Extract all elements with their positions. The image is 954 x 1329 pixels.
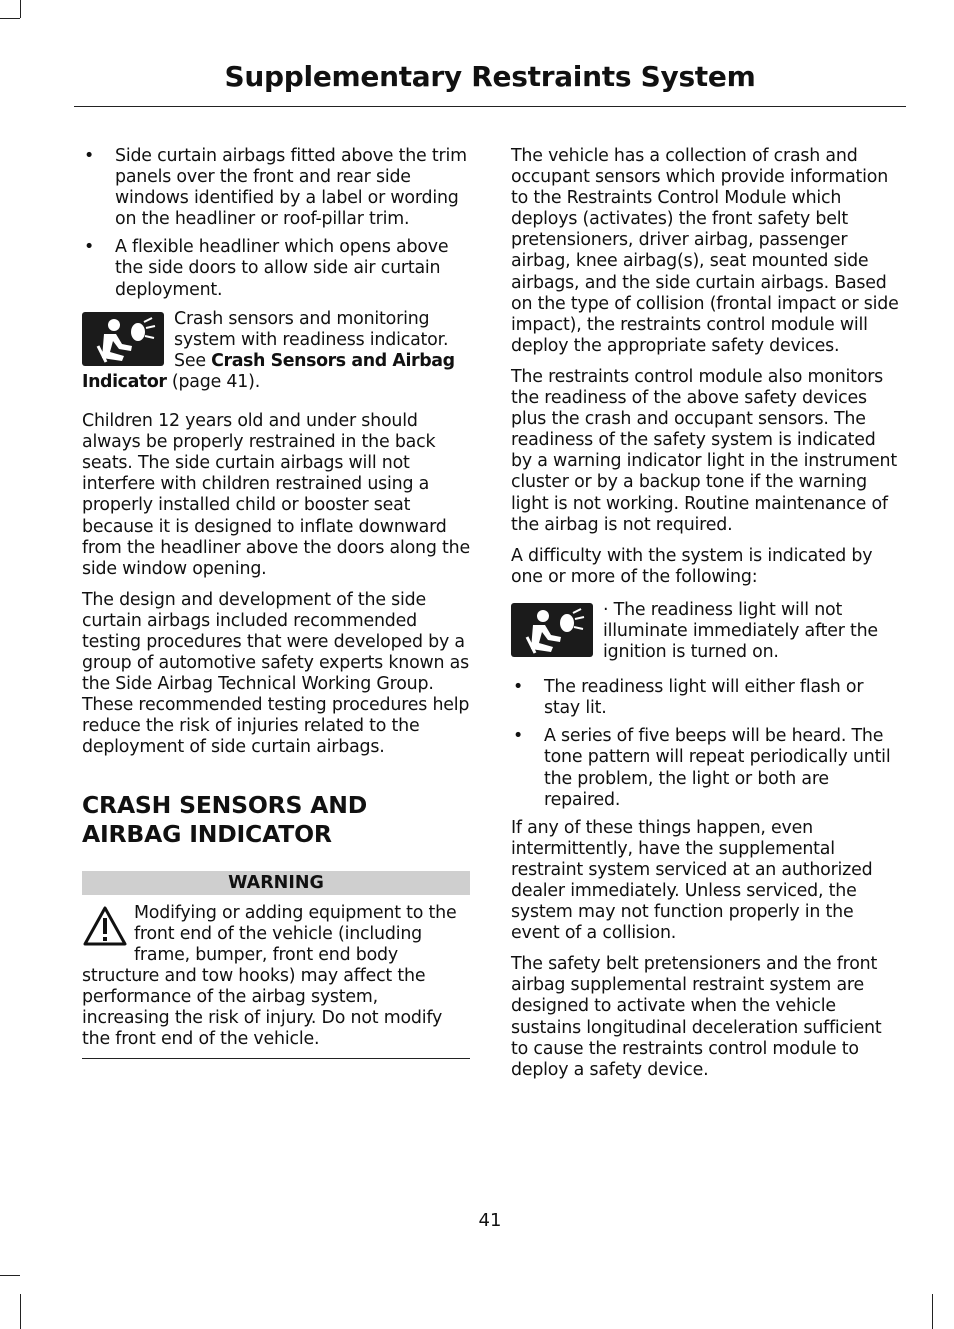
list-item (82, 146, 470, 230)
right-column (511, 146, 901, 1091)
list-item (82, 237, 470, 300)
list-item (511, 726, 901, 810)
list-item (511, 677, 901, 719)
crop-mark (20, 1294, 21, 1329)
page-number: 41 (478, 1210, 502, 1231)
list-item-text: A flexible headliner which opens above the side doors to allow side air curtain deployment. (115, 237, 449, 300)
warning-label: WARNING (82, 871, 470, 895)
warning-text: Modifying or adding equipment to the front end of the vehicle (including frame, bumper, front end body structure and tow hooks) may affect the performance of the airbag system, increasing the risk of injury. Do not modify the front end of the vehicle. (82, 902, 457, 1050)
readiness-light-note (511, 600, 901, 663)
crop-mark (932, 1294, 933, 1329)
note-text: · The readiness light will not illuminate immediately after the ignition is turned on. (603, 599, 878, 663)
bullet-mark: • (513, 726, 524, 747)
bullet-mark: • (84, 146, 95, 166)
note-page-ref: (page 41). (166, 371, 261, 392)
note-text: Crash sensors and monitoring system with readiness indicator. See (174, 308, 449, 371)
crop-mark (0, 1275, 20, 1276)
airbag-indicator-note (82, 309, 470, 393)
page-title: Supplementary Restraints System (224, 60, 756, 93)
body-paragraph: A difficulty with the system is indicated by one or more of the following: (511, 545, 873, 587)
bullet-mark: • (84, 237, 95, 258)
section-reference-link[interactable]: Crash Sensors and Airbag Indicator (82, 350, 455, 392)
bullet-mark: • (513, 677, 524, 698)
list-item-text: A series of five beeps will be heard. The tone pattern will repeat periodically until the problem, the light or both are repaired. (544, 726, 891, 810)
warning-divider (82, 1058, 470, 1059)
body-paragraph: The safety belt pretensioners and the front airbag supplemental restraint system are designed to activate when the vehicle sustains longitudinal deceleration sufficient to cause the restraints control module to deploy a safety device. (511, 954, 882, 1080)
section-heading: CRASH SENSORS AND AIRBAG INDICATOR (82, 790, 368, 848)
list-item-text: The readiness light will either flash or stay lit. (544, 677, 864, 719)
body-paragraph: The restraints control module also monitors the readiness of the above safety devices plus the crash and occupant sensors. The readiness of the safety system is indicated by a warning indicator light in the instrument cluster or by a backup tone if the warning light is not working. Routine maintenance of the airbag is not required. (511, 366, 897, 535)
list-item-text: Side curtain airbags fitted above the trim panels over the front and rear side windows identified by a label or wording on the headliner or roof-pillar trim. (115, 146, 467, 230)
warning-triangle-icon (82, 905, 128, 947)
body-paragraph: The vehicle has a collection of crash and occupant sensors which provide information to the Restraints Control Module which deploys (activates) the front safety belt pretensioners, driver airbag, passenger airbag, knee airbag(s), seat mounted side airbags, and the side curtain airbags. Based on the type of collision (frontal impact or side impact), the restraints control module will deploy the appropriate safety devices. (511, 146, 899, 356)
left-column (82, 146, 470, 1059)
warning-box (82, 903, 470, 1051)
airbag-warning-icon (82, 312, 164, 366)
airbag-warning-icon (511, 603, 593, 657)
body-paragraph: Children 12 years old and under should always be properly restrained in the back seats. The side curtain airbags will not interfere with children restrained using a properly installed child or booster seat because it is designed to inflate downward from the headliner above the doors along the side window opening. (82, 411, 470, 579)
body-paragraph: If any of these things happen, even intermittently, have the supplemental restraint system serviced at an authorized dealer immediately. Unless serviced, the system may not function properly in the event of a collision. (511, 817, 873, 944)
crop-mark (0, 18, 20, 19)
header-divider (74, 106, 906, 107)
crop-mark (20, 0, 21, 18)
body-paragraph: The design and development of the side curtain airbags included recommended testing procedures that were developed by a group of automotive safety experts known as the Side Airbag Technical Working Group. These recommended testing procedures help reduce the risk of injuries related to the deployment of side curtain airbags. (82, 589, 470, 758)
